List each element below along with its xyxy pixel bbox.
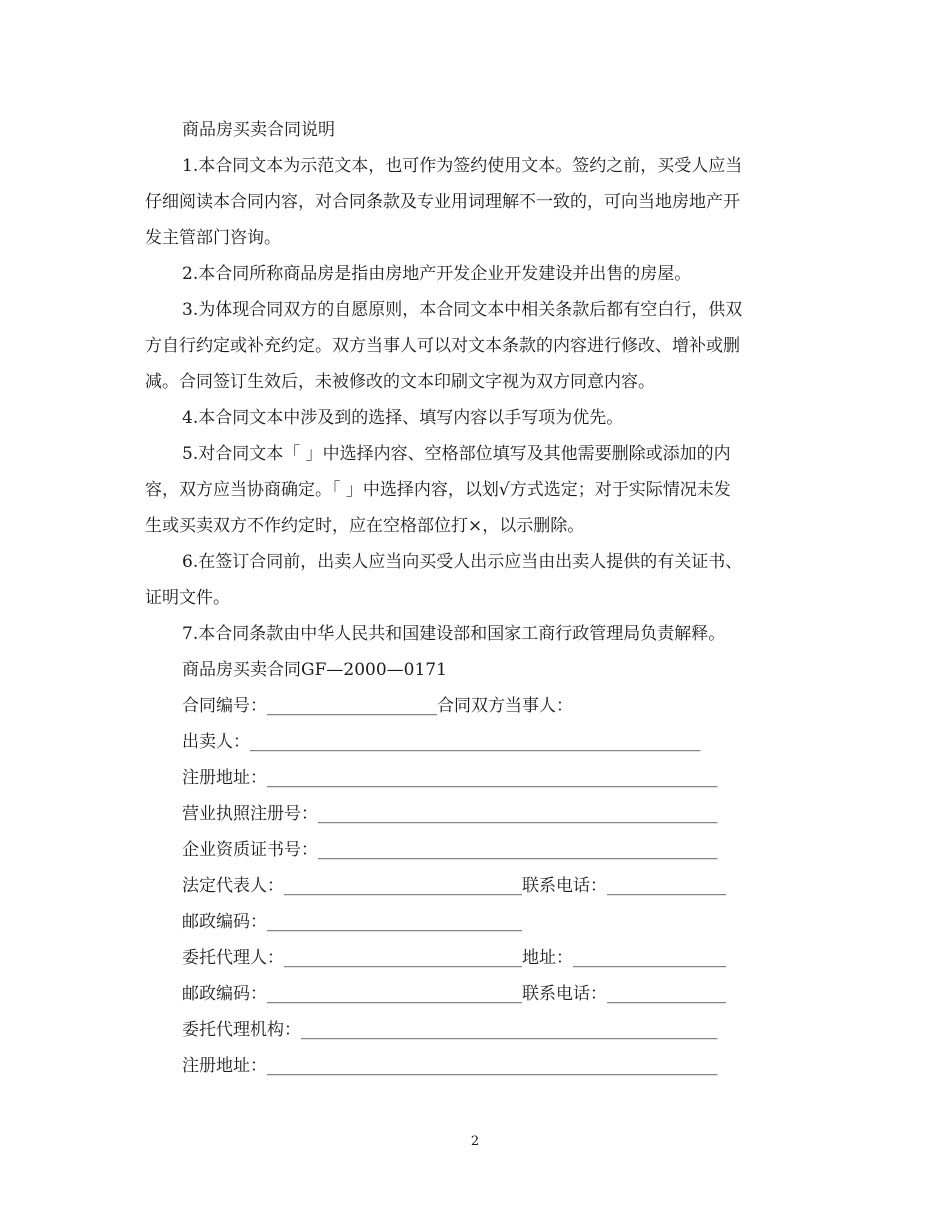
text-line: 4.本合同文本中涉及到的选择、填写内容以手写项为优先。 — [182, 408, 624, 428]
text-line: 减。合同签订生效后，未被修改的文本印刷文字视为双方同意内容。 — [145, 372, 655, 392]
contract-title-line: 商品房买卖合同GF—2000—0171 — [182, 660, 447, 680]
form-field-line: 出卖人：_____________________________________________________ — [182, 732, 701, 752]
form-field-line: 委托代理人：____________________________地址：__________________ — [182, 948, 726, 968]
form-field-line: 企业资质证书号：_______________________________________________ — [182, 840, 718, 860]
form-field-line: 注册地址：_____________________________________________________ — [182, 768, 718, 788]
text-line: 证明文件。 — [145, 588, 230, 608]
text-line: 商品房买卖合同说明 — [182, 120, 335, 140]
form-field-line: 委托代理机构：_________________________________________________ — [182, 1020, 718, 1040]
form-field-line: 注册地址：_____________________________________________________ — [182, 1056, 718, 1076]
page-number: 2 — [470, 1134, 480, 1149]
text-line: 5.对合同文本「 」中选择内容、空格部位填写及其他需要删除或添加的内 — [182, 444, 731, 464]
form-field-line: 营业执照注册号：_______________________________________________ — [182, 804, 718, 824]
text-line: 3.为体现合同双方的自愿原则，本合同文本中相关条款后都有空白行，供双 — [182, 300, 743, 320]
text-line: 仔细阅读本合同内容，对合同条款及专业用词理解不一致的，可向当地房地产开 — [145, 192, 740, 212]
form-field-line: 法定代表人：____________________________联系电话：______________ — [182, 876, 726, 896]
text-line: 发主管部门咨询。 — [145, 228, 281, 248]
text-line: 6.在签订合同前，出卖人应当向买受人出示应当由出卖人提供的有关证书、 — [182, 552, 743, 572]
form-field-line: 邮政编码：______________________________联系电话：______________ — [182, 984, 726, 1004]
text-line: 7.本合同条款由中华人民共和国建设部和国家工商行政管理局负责解释。 — [182, 624, 726, 644]
text-line: 生或买卖双方不作约定时，应在空格部位打×，以示删除。 — [145, 516, 585, 536]
text-line: 1.本合同文本为示范文本，也可作为签约使用文本。签约之前，买受人应当 — [182, 156, 743, 176]
text-line: 容，双方应当协商确定。「 」中选择内容，以划√方式选定；对于实际情况未发 — [145, 480, 731, 500]
text-line: 方自行约定或补充约定。双方当事人可以对文本条款的内容进行修改、增补或删 — [145, 336, 740, 356]
text-line: 2.本合同所称商品房是指由房地产开发企业开发建设并出售的房屋。 — [182, 264, 692, 284]
form-field-line: 邮政编码：______________________________ — [182, 912, 522, 932]
form-field-line: 合同编号：____________________合同双方当事人： — [182, 696, 573, 716]
